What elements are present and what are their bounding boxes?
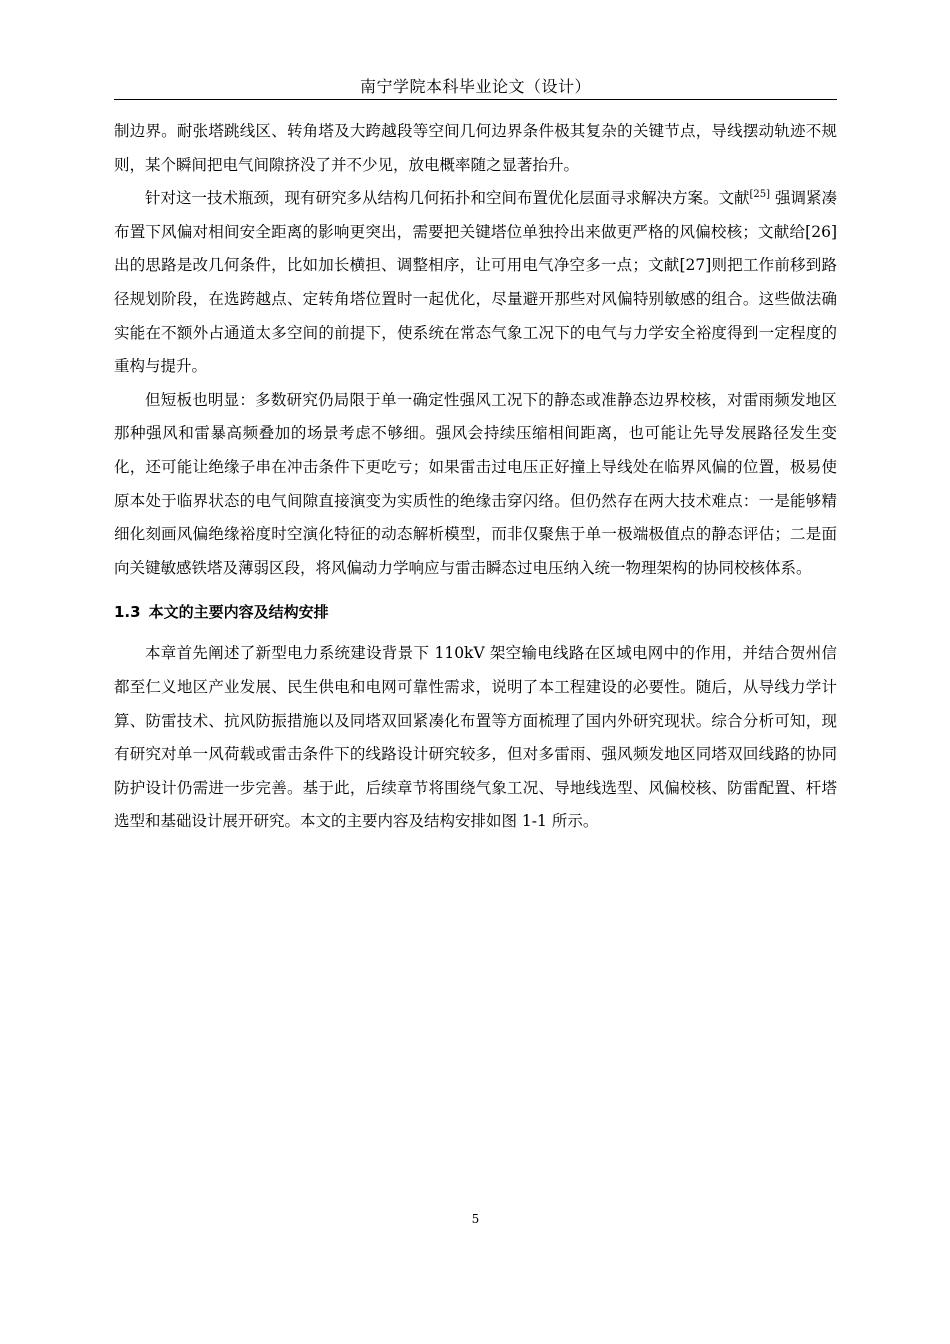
running-header: 南宁学院本科毕业论文（设计） (359, 77, 591, 96)
section-number: 1.3 (114, 603, 141, 622)
section-heading (114, 595, 837, 629)
paragraph-continuation: 制边界。耐张塔跳线区、转角塔及大跨越段等空间几何边界条件极其复杂的关键节点，导线摆动轨迹不规则，某个瞬间把电气间隙挤没了并不少见，放电概率随之显著抬升。 (114, 122, 837, 174)
body-text (114, 115, 837, 839)
header-rule (114, 99, 837, 100)
paragraph-text: 强调紧凑布置下风偏对相间安全距离的影响更突出，需要把关键塔位单独拎出来做更严格的风偏校核；文献给[26]出的思路是改几何条件，比如加长横担、调整相序，让可用电气净空多一点；文献[27]则把工作前移到路径规划阶段，在选跨越点、定转角塔位置时一起优化，尽量避开那些对风偏特别敏感的组合。这些做法确实能在不额外占通道太多空间的前提下，使系统在常态气象工况下的电气与力学安全裕度得到一定程度的重构与提升。 (114, 189, 837, 376)
page-number: 5 (471, 1212, 480, 1226)
paragraph-text: 针对这一技术瓶颈，现有研究多从结构几何拓扑和空间布置优化层面寻求解决方案。文献 (145, 189, 750, 208)
paragraph-limitations: 但短板也明显：多数研究仍局限于单一确定性强风工况下的静态或准静态边界校核，对雷雨频发地区那种强风和雷暴高频叠加的场景考虑不够细。强风会持续压缩相间距离，也可能让先导发展路径发生变化，还可能让绝缘子串在冲击条件下更吃亏；如果雷击过电压正好撞上导线处在临界风偏的位置，极易使原本处于临界状态的电气间隙直接演变为实质性的绝缘击穿闪络。但仍然存在两大技术难点：一是能够精细化刻画风偏绝缘裕度时空演化特征的动态解析模型，而非仅聚焦于单一极端极值点的静态评估；二是面向关键敏感铁塔及薄弱区段，将风偏动力学响应与雷击瞬态过电压纳入统一物理架构的协同校核体系。 (114, 390, 837, 577)
citation-superscript: [25] (749, 189, 771, 201)
paragraph-literature-solutions (114, 182, 837, 384)
paragraph-chapter-summary: 本章首先阐述了新型电力系统建设背景下 110kV 架空输电线路在区域电网中的作用，并结合贺州信都至仁义地区产业发展、民生供电和电网可靠性需求，说明了本工程建设的必要性。随后，从导线力学计算、防雷技术、抗风防振措施以及同塔双回紧凑化布置等方面梳理了国内外研究现状。综合分析可知，现有研究对单一风荷载或雷击条件下的线路设计研究较多，但对多雷雨、强风频发地区同塔双回线路的协同防护设计仍需进一步完善。基于此，后续章节将围绕气象工况、导地线选型、风偏校核、防雷配置、杆塔选型和基础设计展开研究。本文的主要内容及结构安排如图 1-1 所示。 (114, 644, 837, 831)
section-title: 本文的主要内容及结构安排 (148, 603, 329, 622)
